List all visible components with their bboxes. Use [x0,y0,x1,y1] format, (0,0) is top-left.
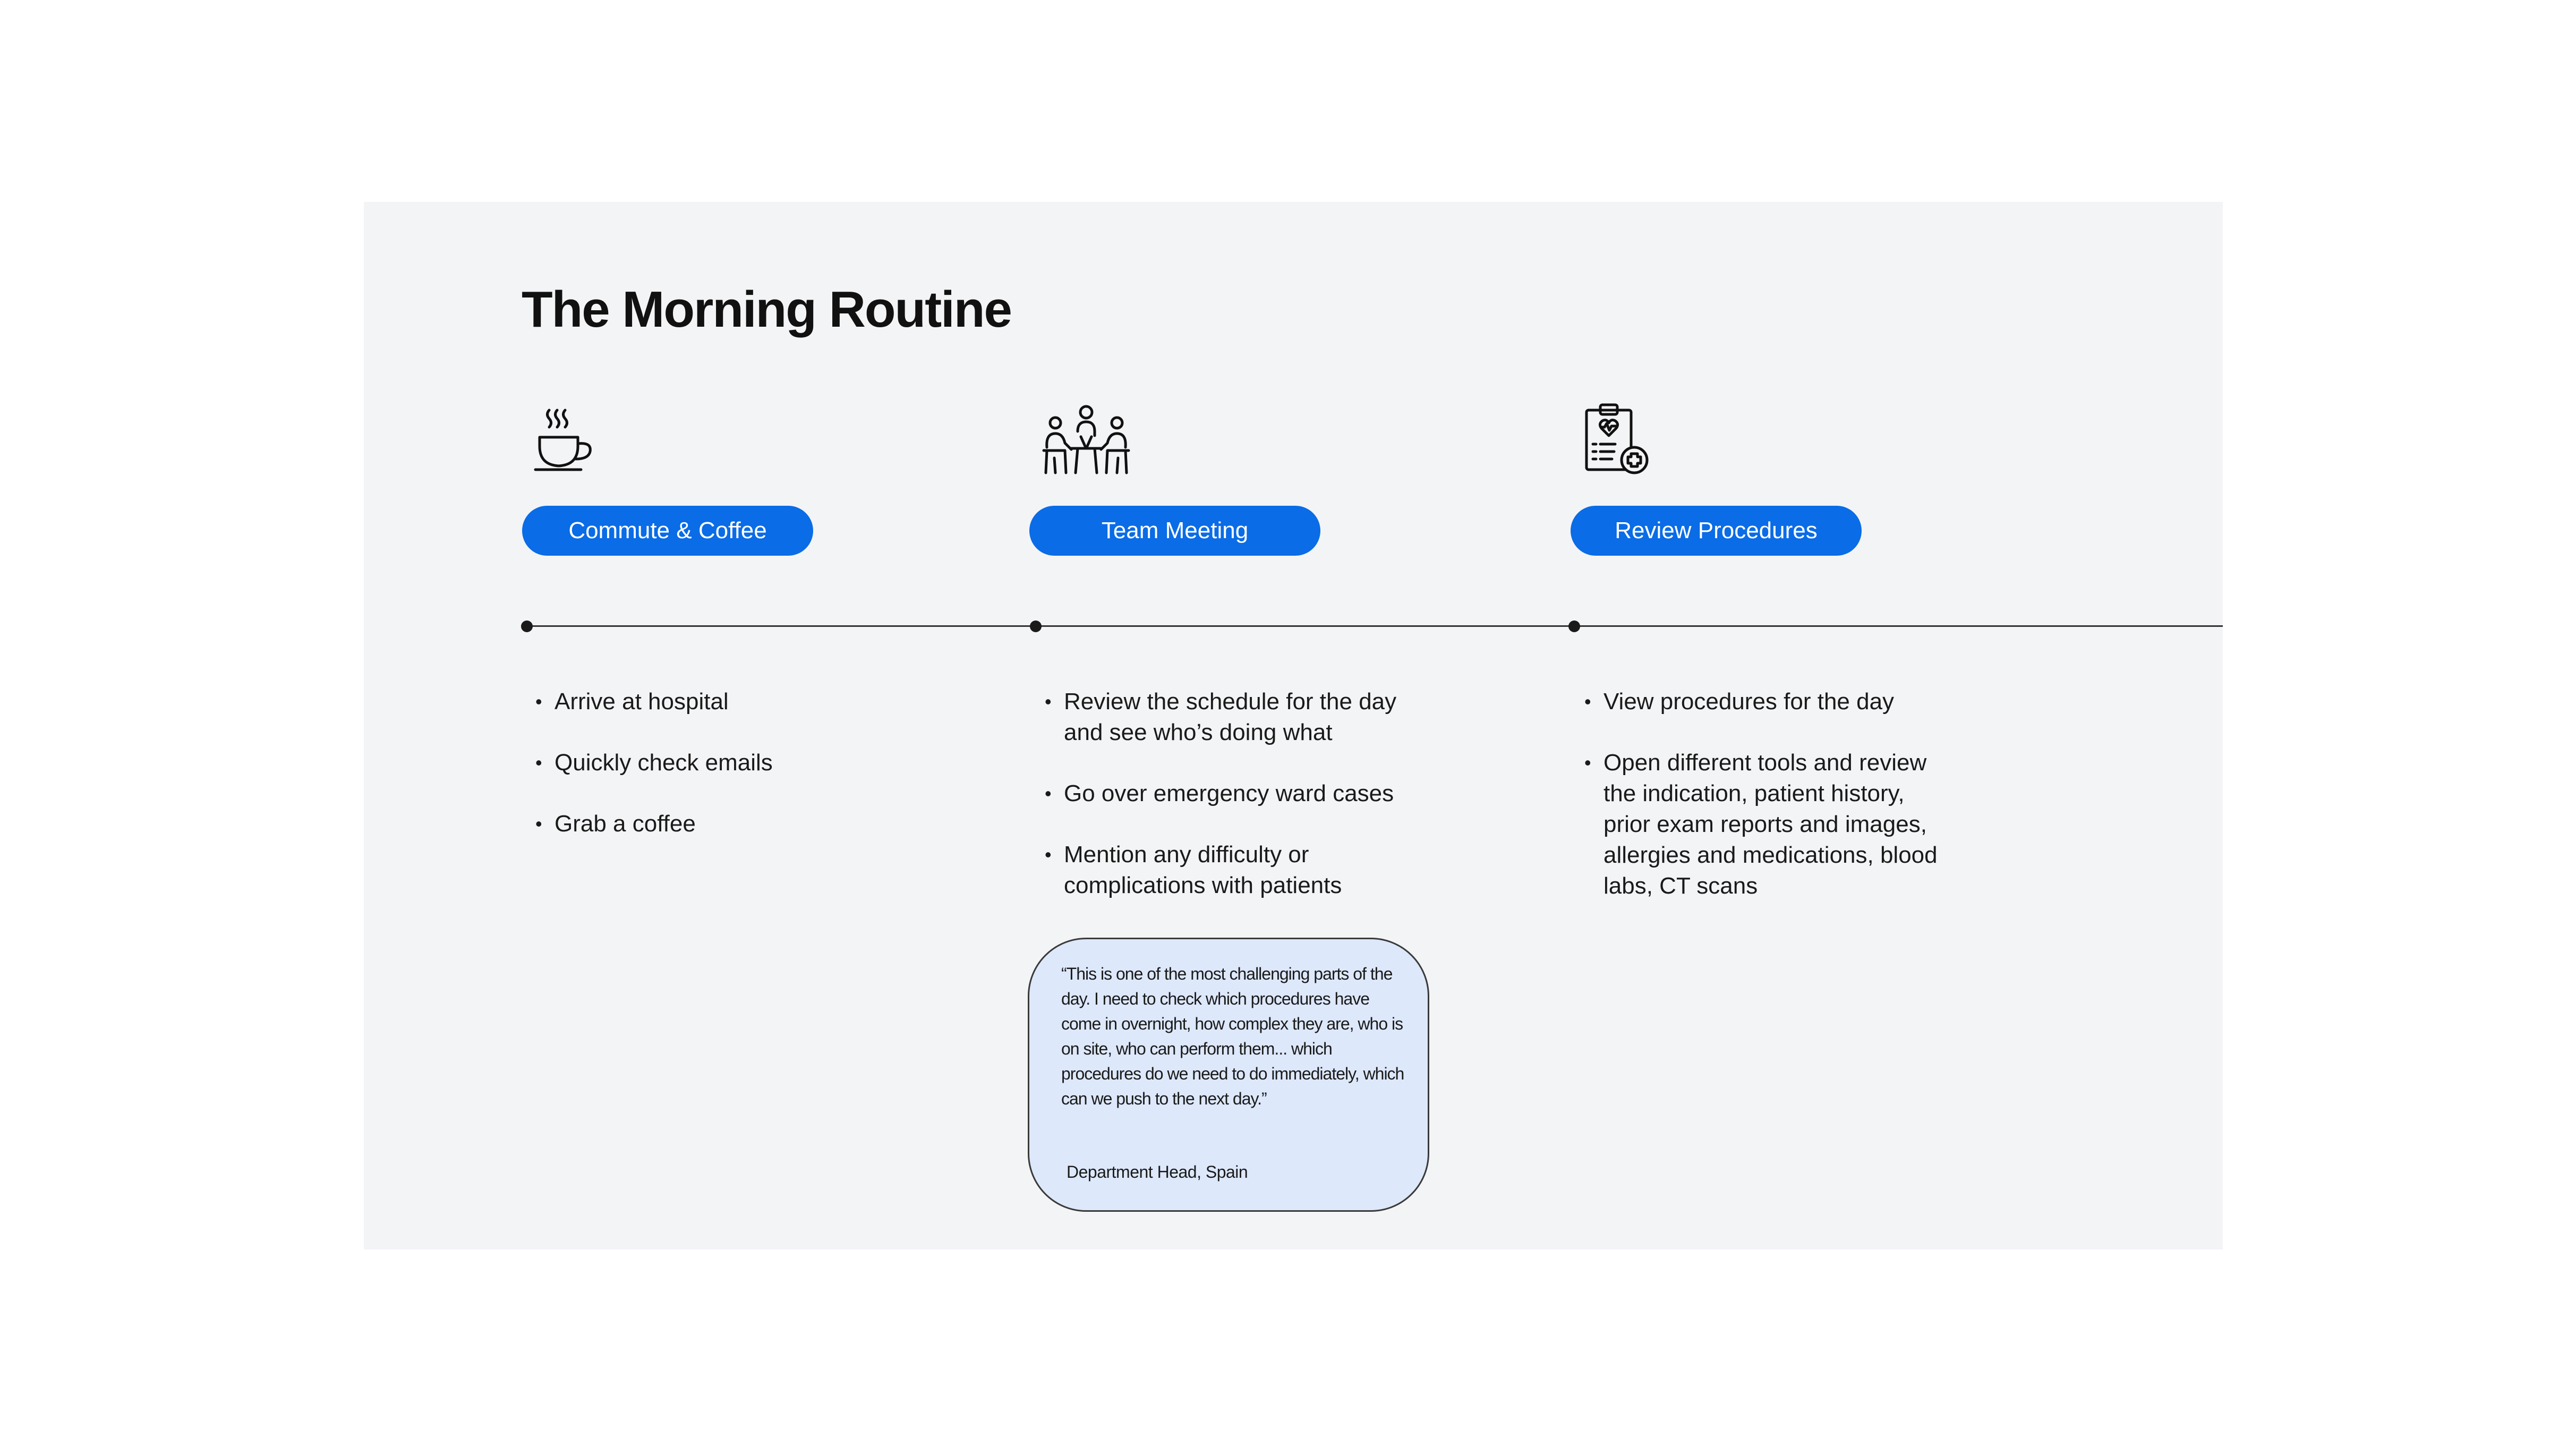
team-meeting-icon [1033,398,1139,483]
team-meeting-pill: Team Meeting [1029,506,1320,556]
list-item: • Go over emergency ward cases [1034,778,1417,809]
list-item: • Mention any difficulty or complications with patients [1034,839,1417,901]
slide [364,202,2223,1250]
review-procedures-list [1574,686,1946,932]
timeline-dot-1 [521,620,533,632]
list-item: • Quickly check emails [525,747,928,778]
list-item: • Review the schedule for the day and see who’s doing what [1034,686,1417,748]
list-item: • Open different tools and review the indication, patient history, prior exam reports and images, allergies and medications, blood labs, CT scans [1574,747,1946,902]
page-title: The Morning Routine [522,281,1011,338]
list-item: • View procedures for the day [1574,686,1946,717]
quote-callout [1028,938,1429,1212]
medical-clipboard-icon [1571,398,1677,483]
commute-coffee-pill: Commute & Coffee [522,506,813,556]
list-item: • Arrive at hospital [525,686,928,717]
timeline-dot-3 [1568,620,1580,632]
timeline-line [526,625,2223,627]
coffee-cup-icon [522,398,628,483]
quote-author: Department Head, Spain [1067,1162,1248,1182]
team-meeting-list [1034,686,1417,931]
review-procedures-pill: Review Procedures [1571,506,1862,556]
list-item: • Grab a coffee [525,809,928,839]
commute-coffee-list [525,686,928,870]
quote-text: “This is one of the most challenging parts of the day. I need to check which procedures have come in overnight, how complex they are, who is on site, who can perform them... which procedures do we need to do immediately, which can we push to the next day.” [1061,964,1404,1108]
timeline-dot-2 [1030,620,1042,632]
